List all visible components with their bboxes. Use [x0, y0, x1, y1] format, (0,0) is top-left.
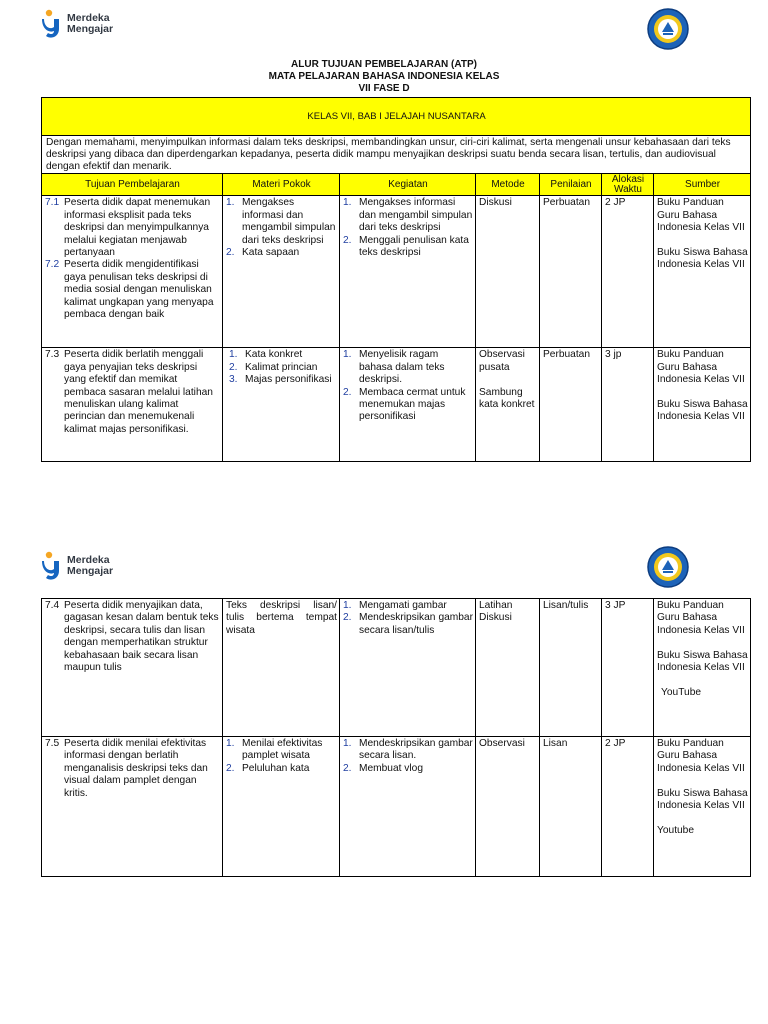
tp-text: Peserta didik berlatih menggali gaya penyajian teks deskripsi yang efektif dan memikat pembaca sasaran melalui latihan menuliskan ulang kalimat perincian dan menemukenali kalimat majas personifikasi. [64, 349, 213, 435]
penilaian-cell: Perbuatan [540, 348, 602, 462]
tp-number: 7.2 [45, 259, 60, 271]
list-number: 1. [343, 197, 352, 209]
document-title [0, 59, 768, 95]
tp-number: 7.5 [45, 738, 60, 749]
school-emblem [647, 8, 689, 50]
header-tujuan: Tujuan Pembelajaran [42, 174, 223, 196]
materi-item: Kalimat princian [245, 361, 318, 373]
tujuan-cell [42, 599, 223, 737]
merdeka-mengajar-logo-icon [42, 551, 64, 581]
materi-item: Majas personifikasi [245, 374, 332, 386]
header-penilaian: Penilaian [540, 174, 602, 196]
title-line3: VII FASE D [358, 83, 410, 94]
table-row [42, 599, 751, 737]
atp-table-page2 [41, 598, 751, 877]
sumber-item: Buku Siswa Bahasa Indonesia Kelas VII [657, 247, 748, 271]
alokasi-cell: 3 jp [602, 348, 654, 462]
table-row [42, 196, 751, 348]
tp-text: Peserta didik dapat menemukan informasi eksplisit pada teks deskripsi dan menyimpulkannya melalui kegiatan menjawab pertanyaan [64, 197, 211, 259]
list-number: 2. [343, 762, 352, 774]
sumber-item: Buku Siswa Bahasa Indonesia Kelas VII [657, 649, 748, 674]
materi-cell [223, 196, 340, 348]
list-number: 1. [226, 738, 235, 749]
tp-text: Peserta didik mengidentifikasi gaya penulisan teks deskripsi di media sosial dengan menuliskan kalimat ungkapan yang menyapa pembaca dengan baik [64, 259, 214, 321]
capaian-description: Dengan memahami, menyimpulkan informasi dalam teks deskripsi, membandingkan unsur, ciri-ciri kalimat, serta mengenali unsur kebahasaan dari teks deskripsi yang dibaca dan diperdengarkan kepadanya, peserta didik mampu menyajikan deskripsi suatu benda secara lisan, tertulis, dan audiovisual dengan efektif dan menarik. [42, 136, 751, 174]
kegiatan-item: Menggali penulisan kata teks deskripsi [359, 234, 469, 259]
list-number: 2. [343, 612, 352, 624]
materi-cell [223, 737, 340, 877]
list-number: 1. [229, 349, 238, 361]
kegiatan-item: Membaca cermat untuk menemukan majas personifikasi [359, 386, 466, 423]
materi-cell: Teks deskripsi lisan/ tulis bertema tempat wisata [223, 599, 340, 737]
penilaian-cell: Lisan/tulis [540, 599, 602, 737]
materi-item: Peluluhan kata [242, 762, 310, 774]
logo-text-line1: Merdeka [67, 554, 110, 566]
materi-item: Menilai efektivitas pamplet wisata [242, 738, 323, 762]
kegiatan-item: Mendeskripsikan gambar secara lisan/tulis [359, 612, 473, 636]
materi-item: Mengakses informasi dan mengambil simpulan dari teks deskripsi [242, 197, 336, 246]
header-sumber: Sumber [654, 174, 751, 196]
logo-text-line2: Mengajar [67, 23, 114, 35]
kegiatan-item: Menyelisik ragam bahasa dalam teks deskripsi. [359, 349, 445, 386]
school-emblem [647, 546, 689, 588]
metode-cell: Latihan Diskusi [476, 599, 540, 737]
tujuan-cell [42, 737, 223, 877]
logo-text-line2: Mengajar [67, 565, 114, 577]
list-number: 2. [229, 361, 238, 373]
sumber-item: Buku Panduan Guru Bahasa Indonesia Kelas VII [657, 349, 745, 386]
materi-item: Kata konkret [245, 349, 303, 361]
materi-item: Kata sapaan [242, 247, 300, 259]
merdeka-mengajar-logo [42, 551, 113, 581]
metode-cell: Diskusi [476, 196, 540, 348]
sumber-item: Buku Siswa Bahasa Indonesia Kelas VII [657, 787, 748, 812]
list-number: 1. [226, 197, 235, 209]
sumber-item: Buku Panduan Guru Bahasa Indonesia Kelas VII [657, 738, 745, 774]
kegiatan-cell [340, 599, 476, 737]
table-row [42, 737, 751, 877]
list-number: 1. [343, 738, 352, 749]
atp-table-page1 [41, 97, 751, 462]
merdeka-mengajar-logo-icon [42, 9, 64, 39]
sumber-item: Buku Panduan Guru Bahasa Indonesia Kelas VII [657, 600, 745, 636]
sumber-item: YouTube [661, 686, 702, 698]
header-kegiatan: Kegiatan [340, 174, 476, 196]
title-line2: MATA PELAJARAN BAHASA INDONESIA KELAS [268, 71, 500, 82]
tp-number: 7.3 [45, 349, 60, 361]
tp-number: 7.4 [45, 600, 60, 611]
alokasi-cell: 2 JP [602, 196, 654, 348]
sumber-item: Buku Siswa Bahasa Indonesia Kelas VII [657, 399, 748, 423]
header-metode: Metode [476, 174, 540, 196]
title-line1: ALUR TUJUAN PEMBELAJARAN (ATP) [291, 59, 477, 70]
tp-number: 7.1 [45, 197, 60, 209]
sumber-item: Buku Panduan Guru Bahasa Indonesia Kelas VII [657, 197, 745, 234]
header-alokasi: Alokasi Waktu [602, 174, 654, 196]
merdeka-mengajar-logo [42, 9, 113, 39]
logo-text-line1: Merdeka [67, 12, 110, 24]
table-row [42, 348, 751, 462]
list-number: 1. [343, 600, 352, 611]
list-number: 3. [229, 374, 238, 386]
metode-item: Sambung kata konkret [479, 386, 535, 410]
kegiatan-cell [340, 737, 476, 877]
kegiatan-cell [340, 196, 476, 348]
sumber-cell [654, 599, 751, 737]
list-number: 1. [343, 349, 352, 361]
kegiatan-item: Membuat vlog [359, 762, 423, 774]
list-number: 2. [343, 386, 352, 398]
kegiatan-item: Mengamati gambar [359, 600, 447, 611]
kelas-bab-heading: KELAS VII, BAB I JELAJAH NUSANTARA [42, 98, 751, 136]
metode-item: Observasi pusata [479, 349, 525, 373]
tujuan-cell [42, 348, 223, 462]
kegiatan-item: Mendeskripsikan gambar secara lisan. [359, 738, 473, 762]
sumber-cell [654, 348, 751, 462]
tp-text: Peserta didik menyajikan data, gagasan kesan dalam bentuk teks deskripsi, secara tulis dan lisan dengan memperhatikan struktur kebahasaan baik secara lisan maupun tulis [64, 600, 219, 674]
tujuan-cell [42, 196, 223, 348]
list-number: 2. [343, 234, 352, 246]
list-number: 2. [226, 762, 235, 774]
tp-text: Peserta didik menilai efektivitas informasi dengan berlatih menganalisis deskripsi teks dan visual dalam pamplet dengan kritis. [64, 738, 208, 799]
sumber-cell [654, 196, 751, 348]
kegiatan-cell [340, 348, 476, 462]
sumber-item: Youtube [657, 824, 695, 836]
alokasi-cell: 2 JP [602, 737, 654, 877]
penilaian-cell: Lisan [540, 737, 602, 877]
metode-cell [476, 348, 540, 462]
metode-cell: Observasi [476, 737, 540, 877]
kegiatan-item: Mengakses informasi dan mengambil simpulan dari teks deskripsi [359, 197, 473, 234]
header-materi: Materi Pokok [223, 174, 340, 196]
materi-cell [223, 348, 340, 462]
list-number: 2. [226, 247, 235, 259]
penilaian-cell: Perbuatan [540, 196, 602, 348]
alokasi-cell: 3 JP [602, 599, 654, 737]
sumber-cell [654, 737, 751, 877]
